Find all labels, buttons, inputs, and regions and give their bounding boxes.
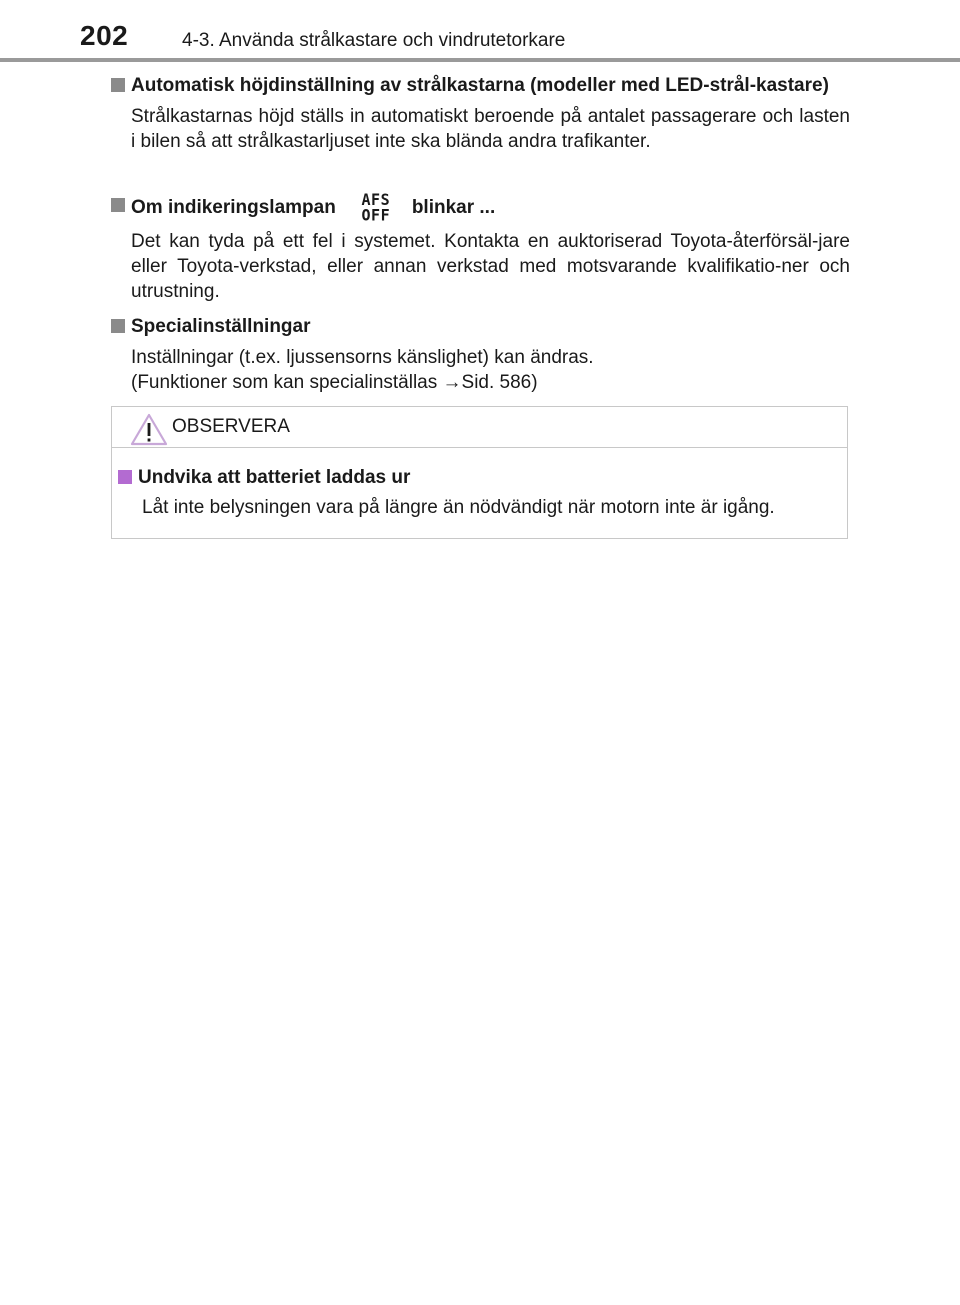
page-number: 202 — [80, 20, 129, 51]
afs-off-indicator-icon — [358, 192, 394, 224]
heading-text: Automatisk höjdinställning av strålkastarna (modeller med LED-strål-kastare) — [131, 75, 829, 96]
section-body: Det kan tyda på ett fel i systemet. Kontakta en auktoriserad Toyota-återförsäl-jare eller Toyota-verkstad, eller annan verkstad med motsvarande kvalifikatio-ner och utrustning. — [131, 231, 850, 302]
notice-body — [117, 465, 842, 520]
body-line: Inställningar (t.ex. ljussensorns känslighet) kan ändras. — [131, 347, 594, 368]
notice-box — [111, 406, 848, 539]
afs-icon-line1: AFS — [361, 190, 391, 210]
heading-text: Undvika att batteriet laddas ur — [138, 467, 411, 488]
section-indicator-blinks — [110, 190, 850, 304]
square-bullet-icon — [118, 470, 132, 484]
section-title: 4-3. Använda strålkastare och vindrutetorkare — [182, 30, 566, 51]
heading-text-after: blinkar ... — [411, 197, 496, 219]
square-bullet-icon — [111, 78, 125, 92]
section-body — [110, 345, 850, 395]
notice-heading — [117, 465, 842, 490]
section-body: Strålkastarnas höjd ställs in automatiskt beroende på antalet passagerare och lasten i bilen så att strålkastarljuset inte ska blända andra trafikanter. — [131, 106, 850, 152]
heading-text-before: Om indikeringslampan — [131, 197, 336, 219]
page-header — [0, 0, 960, 62]
square-bullet-icon — [111, 198, 125, 212]
section-auto-leveling — [110, 73, 850, 154]
notice-header — [112, 407, 847, 448]
header-rule — [0, 58, 960, 62]
afs-icon-line2: OFF — [361, 205, 391, 225]
section-heading — [110, 314, 850, 339]
section-custom-settings — [110, 314, 850, 395]
notice-label: OBSERVERA — [172, 416, 290, 437]
square-bullet-icon — [111, 319, 125, 333]
body-line: (Funktioner som kan specialinställas →Sid. 586) — [131, 372, 538, 393]
warning-triangle-icon — [129, 412, 169, 447]
section-heading — [110, 73, 850, 98]
notice-text: Låt inte belysningen vara på längre än nödvändigt när motorn inte är igång. — [142, 497, 775, 518]
section-heading — [110, 190, 850, 225]
heading-text: Specialinställningar — [131, 316, 311, 337]
